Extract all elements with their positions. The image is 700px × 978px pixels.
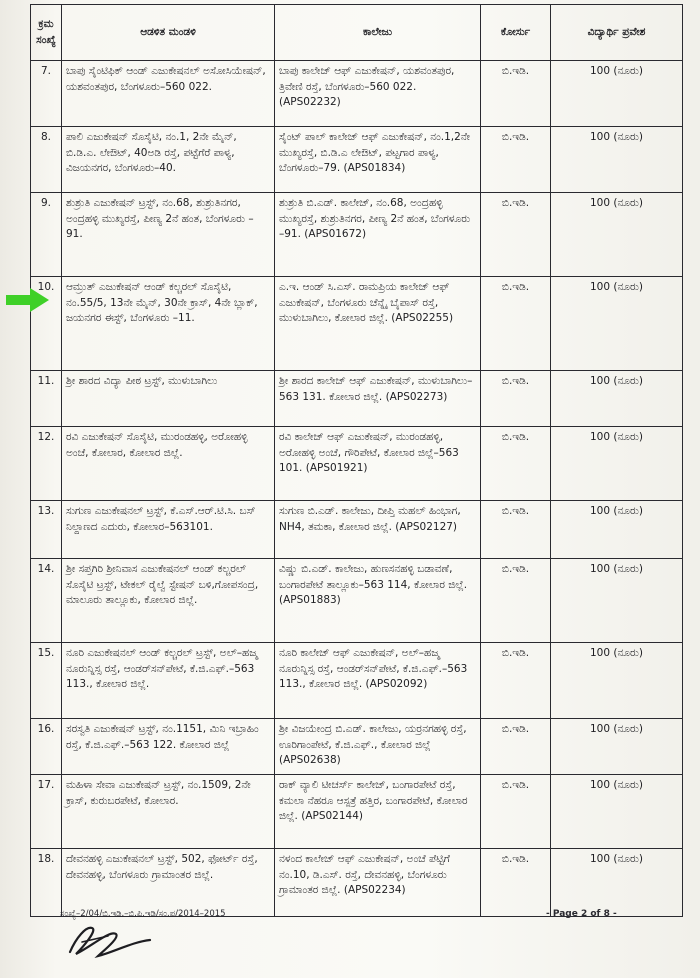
row-course: ಬಿ.ಇಡಿ. <box>481 775 551 849</box>
row-serial-no: 14. <box>31 559 62 643</box>
row-intake: 100 (ನೂರು) <box>551 61 683 127</box>
row-college-code: (APS02232) <box>279 96 341 108</box>
row-management: ಮಹಿಳಾ ಸೇವಾ ಎಜುಕೇಷನ್ ಟ್ರಸ್ಟ್, ನಂ.1509, 2ನೇ ಕ್ರಾಸ್, ಕುರುಬರಪೇಟೆ, ಕೋಲಾರ. <box>62 775 275 849</box>
table-body <box>31 61 683 917</box>
row-management: ನೂರಿ ಎಜುಕೇಷನಲ್ ಆಂಡ್ ಕಲ್ಚರಲ್ ಟ್ರಸ್ಟ್, ಅಲ್–ಹಜ್ಮ ನೂರುನ್ನಿಸ್ಸ ರಸ್ತೆ, ಆಂಡರ್‌ಸನ್‌ಪೇಟೆ, ಕೆ.ಜಿ.ಎಫ್.–563 113., ಕೋಲಾರ ಜಿಲ್ಲೆ. <box>62 643 275 719</box>
header-management: ಆಡಳಿತ ಮಂಡಳಿ <box>62 5 275 61</box>
row-college-name: ಎ.ಇ. ಆಂಡ್ ಸಿ.ಎಸ್. ರಾಮಪ್ರಿಯ ಕಾಲೇಜ್ ಆಫ್ ಎಜುಕೇಷನ್, ಬೆಂಗಳೂರು ಚೆನ್ನೈ ಬೈಪಾಸ್ ರಸ್ತೆ, ಮುಳುಬಾಗಿಲು, ಕೋಲಾರ ಜಿಲ್ಲೆ. <box>279 281 450 324</box>
row-college <box>275 193 481 277</box>
table-row <box>31 643 683 719</box>
row-college-name: ಶ್ರೀ ಶಾರದ ಕಾಲೇಜ್ ಆಫ್ ಎಜುಕೇಷನ್, ಮುಳುಬಾಗಿಲು–563 131. ಕೋಲಾರ ಜಿಲ್ಲೆ. <box>279 375 473 403</box>
row-college <box>275 127 481 193</box>
row-college-code: (APS01834) <box>343 162 406 174</box>
row-management: ಶುಶ್ರುತಿ ಎಜುಕೇಷನ್ ಟ್ರಸ್ಟ್, ನಂ.68, ಶುಶ್ರುತಿನಗರ, ಅಂದ್ರಹಳ್ಳಿ ಮುಖ್ಯರಸ್ತೆ, ಪೀಣ್ಯ 2ನೆ ಹಂತ, ಬೆಂಗಳೂರು –91. <box>62 193 275 277</box>
row-intake: 100 (ನೂರು) <box>551 775 683 849</box>
row-management: ಶ್ರೀ ಸಪ್ತಗಿರಿ ಶ್ರೀನಿವಾಸ ಎಜುಕೇಷನಲ್ ಆಂಡ್ ಕಲ್ಚರಲ್ ಸೊಸೈಟಿ ಟ್ರಸ್ಟ್, ಟೇಕಲ್ ರೈಲ್ವೆ ಸ್ಟೇಷನ್ ಬಳಿ,ಗೋಪಸಂದ್ರ, ಮಾಲೂರು ತಾಲ್ಲೂಕು, ಕೋಲಾರ ಜಿಲ್ಲೆ. <box>62 559 275 643</box>
row-management: ಶ್ರೀ ಶಾರದ ವಿದ್ಯಾ ಪೀಠ ಟ್ರಸ್ಟ್, ಮುಳುಬಾಗಿಲು <box>62 371 275 427</box>
signature-mark <box>62 912 162 964</box>
row-management: ಆಮ್ರುತ್ ಎಜುಕೇಷನ್ ಆಂಡ್ ಕಲ್ಚರಲ್ ಸೊಸೈಟಿ, ನಂ.55/5, 13ನೇ ಮೈನ್, 30ನೇ ಕ್ರಾಸ್, 4ನೇ ಬ್ಲಾಕ್, ಜಯನಗರ ಈಸ್ಟ್, ಬೆಂಗಳೂರು –11. <box>62 277 275 371</box>
row-intake: 100 (ನೂರು) <box>551 427 683 501</box>
row-serial-no: 18. <box>31 849 62 917</box>
row-intake: 100 (ನೂರು) <box>551 719 683 775</box>
table-header-row <box>31 5 683 61</box>
row-college-code: (APS01883) <box>279 594 341 606</box>
row-intake: 100 (ನೂರು) <box>551 501 683 559</box>
row-college-name: ವಿಷ್ಣು ಬಿ.ಎಡ್. ಕಾಲೇಜು, ಹುಣಸನಹಳ್ಳಿ ಬಡಾವಣೆ, ಬಂಗಾರಪೇಟೆ ತಾಲ್ಲೂಕು–563 114, ಕೋಲಾರ ಜಿಲ್ಲೆ. <box>279 563 468 591</box>
row-college-code: (APS02638) <box>279 754 341 766</box>
row-serial-no: 9. <box>31 193 62 277</box>
row-management: ಬಾಪು ಸೈಂಟಿಫಿಕ್ ಆಂಡ್ ಎಜುಕೇಷನಲ್ ಅಸೋಸಿಯೇಷನ್, ಯಶವಂತಪುರ, ಬೆಂಗಳೂರು–560 022. <box>62 61 275 127</box>
header-serial-no: ಕ್ರಮ ಸಂಖ್ಯೆ <box>31 5 62 61</box>
footer-reference: ಸಂಖ್ಯೆ–2/04/ಬಿ.ಇಡಿ.–ಬಿ.ಪಿ.ಇಡಿ/ಸಂ.ಪ/2014–2015 <box>60 909 226 919</box>
row-serial-no: 13. <box>31 501 62 559</box>
row-college-name: ಶುಶ್ರುತಿ ಬಿ.ಎಡ್. ಕಾಲೇಜ್, ನಂ.68, ಅಂದ್ರಹಳ್ಳಿ ಮುಖ್ಯರಸ್ತೆ, ಶುಶ್ರುತಿನಗರ, ಪೀಣ್ಯ 2ನೆ ಹಂತ, ಬೆಂಗಳೂರು –91. <box>279 197 471 240</box>
row-college <box>275 719 481 775</box>
row-college-name: ಶ್ರೀ ವಿಜಯೇಂದ್ರ ಬಿ.ಎಡ್. ಕಾಲೇಜು, ಯರ್ರನಗಹಳ್ಳಿ ರಸ್ತೆ, ಊರಿಗಾಂಪೇಟೆ, ಕೆ.ಜಿ.ಎಫ್., ಕೋಲಾರ ಜಿಲ್ಲೆ <box>279 723 467 751</box>
row-college <box>275 371 481 427</box>
header-college: ಕಾಲೇಜು <box>275 5 481 61</box>
row-college-code: (APS01921) <box>305 462 368 474</box>
row-college-name: ರವಿ ಕಾಲೇಜ್ ಆಫ್ ಎಜುಕೇಷನ್, ಮುರಂಡಹಳ್ಳಿ, ಅರೋಹಳ್ಳಿ ಅಂಚೆ, ಗೌರಿಪೇಟೆ, ಕೋಲಾರ ಜಿಲ್ಲೆ–563 101. <box>279 431 459 474</box>
row-college <box>275 61 481 127</box>
row-intake: 100 (ನೂರು) <box>551 643 683 719</box>
row-college <box>275 559 481 643</box>
table-row <box>31 371 683 427</box>
row-college <box>275 643 481 719</box>
row-intake: 100 (ನೂರು) <box>551 559 683 643</box>
row-college-code: (APS02144) <box>301 810 363 822</box>
row-college-name: ನಳಂದ ಕಾಲೇಜ್ ಆಫ್ ಎಜುಕೇಷನ್, ಅಂಚೆ ಪೆಟ್ಟಿಗೆ ನಂ.10, ಡಿ.ಎಸ್. ರಸ್ತೆ, ದೇವನಹಳ್ಳಿ, ಬೆಂಗಳೂರು ಗ್ರಾಮಾಂತರ ಜಿಲ್ಲೆ. <box>279 853 450 896</box>
row-management: ಸರಸ್ವತಿ ಎಜುಕೇಷನ್ ಟ್ರಸ್ಟ್, ನಂ.1151, ಮಿನಿ ಇಬ್ರಾಹಿಂ ರಸ್ತೆ, ಕೆ.ಜಿ.ಎಫ್.–563 122. ಕೋಲಾರ ಜಿಲ್ಲೆ <box>62 719 275 775</box>
row-management: ಪಾಲಿ ಎಜುಕೇಷನ್ ಸೊಸೈಟಿ, ನಂ.1, 2ನೇ ಮೈನ್, ಬಿ.ಡಿ.ಎ. ಲೇಔಟ್, 40ಅಡಿ ರಸ್ತೆ, ಪಟ್ಟೆಗೆರೆ ಪಾಳ್ಯ, ವಿಜಯನಗರ, ಬೆಂಗಳೂರು–40. <box>62 127 275 193</box>
row-college-code: (APS02092) <box>365 678 428 690</box>
row-course: ಬಿ.ಇಡಿ. <box>481 127 551 193</box>
row-college <box>275 501 481 559</box>
row-serial-no: 17. <box>31 775 62 849</box>
row-course: ಬಿ.ಇಡಿ. <box>481 371 551 427</box>
table-row <box>31 277 683 371</box>
row-serial-no: 15. <box>31 643 62 719</box>
row-college-code: (APS02127) <box>395 520 458 533</box>
footer-page-number: - Page 2 of 8 - <box>546 909 617 919</box>
row-course: ಬಿ.ಇಡಿ. <box>481 849 551 917</box>
row-college <box>275 849 481 917</box>
row-college <box>275 775 481 849</box>
table-row <box>31 719 683 775</box>
row-course: ಬಿ.ಇಡಿ. <box>481 427 551 501</box>
row-intake: 100 (ನೂರು) <box>551 277 683 371</box>
row-intake: 100 (ನೂರು) <box>551 193 683 277</box>
row-college-name: ಸುಗುಣ ಬಿ.ಎಡ್. ಕಾಲೇಜು, ದೀಪ್ತಿ ಮಹಲ್ ಹಿಂಭಾಗ, NH4, ತಮಕಾ, ಕೋಲಾರ ಜಿಲ್ಲೆ. <box>279 505 461 533</box>
row-management: ರವಿ ಎಜುಕೇಷನ್ ಸೊಸೈಟಿ, ಮುರಂಡಹಳ್ಳಿ, ಅರೋಹಳ್ಳಿ ಅಂಚೆ, ಕೋಲಾರ, ಕೋಲಾರ ಜಿಲ್ಲೆ. <box>62 427 275 501</box>
row-college-code: (APS02255) <box>391 312 454 324</box>
row-course: ಬಿ.ಇಡಿ. <box>481 193 551 277</box>
table-row <box>31 559 683 643</box>
row-intake: 100 (ನೂರು) <box>551 127 683 193</box>
row-serial-no: 8. <box>31 127 62 193</box>
table-row <box>31 427 683 501</box>
row-course: ಬಿ.ಇಡಿ. <box>481 559 551 643</box>
table-row <box>31 61 683 127</box>
row-serial-no: 12. <box>31 427 62 501</box>
header-intake: ವಿದ್ಯಾರ್ಥಿ ಪ್ರವೇಶ <box>551 5 683 61</box>
row-college-code: (APS02273) <box>385 390 448 403</box>
row-course: ಬಿ.ಇಡಿ. <box>481 501 551 559</box>
row-course: ಬಿ.ಇಡಿ. <box>481 61 551 127</box>
row-management: ಸುಗುಣ ಎಜುಕೇಷನಲ್ ಟ್ರಸ್ಟ್, ಕೆ.ಎಸ್.ಆರ್.ಟಿ.ಸಿ. ಬಸ್ ನಿಲ್ದಾಣದ ಎದುರು, ಕೋಲಾರ–563101. <box>62 501 275 559</box>
row-college <box>275 277 481 371</box>
table-row <box>31 775 683 849</box>
row-serial-no: 7. <box>31 61 62 127</box>
row-serial-no: 10. <box>31 277 62 371</box>
row-college-code: (APS02234) <box>343 884 406 896</box>
row-college-name: ಬಾಪು ಕಾಲೇಜ್ ಆಫ್ ಎಜುಕೇಷನ್, ಯಶವಂತಪುರ, ತ್ರಿವೇಣಿ ರಸ್ತೆ, ಬೆಂಗಳೂರು–560 022. <box>279 65 455 93</box>
row-college-name: ಸೈಂಟ್ ಪಾಲ್ ಕಾಲೇಜ್ ಆಫ್ ಎಜುಕೇಷನ್, ನಂ.1,2ನೇ ಮುಖ್ಯರಸ್ತೆ, ಬಿ.ಡಿ.ಎ ಲೇಔಟ್, ಪಟ್ಟಗಾರ ಪಾಳ್ಯ, ಬೆಂಗಳೂರು–79. <box>279 131 471 174</box>
table-row <box>31 849 683 917</box>
row-college-name: ರಾಕ್ ವ್ಯಾಲಿ ಟೀಚರ್ಸ್ ಕಾಲೇಜ್, ಬಂಗಾರಪೇಟೆ ರಸ್ತೆ, ಕಮಲಾ ನೆಹರೂ ಆಸ್ಪತ್ರೆ ಹತ್ತಿರ, ಬಂಗಾರಪೇಟೆ, ಕೋಲಾರ ಜಿಲ್ಲೆ. <box>279 779 468 822</box>
table-row <box>31 127 683 193</box>
row-course: ಬಿ.ಇಡಿ. <box>481 277 551 371</box>
row-course: ಬಿ.ಇಡಿ. <box>481 643 551 719</box>
college-table <box>30 4 683 917</box>
row-management: ದೇವನಹಳ್ಳಿ ಎಜುಕೇಷನಲ್ ಟ್ರಸ್ಟ್, 502, ಫೋರ್ಟ್ ರಸ್ತೆ, ದೇವನಹಳ್ಳಿ, ಬೆಂಗಳೂರು ಗ್ರಾಮಾಂತರ ಜಿಲ್ಲೆ. <box>62 849 275 917</box>
table-row <box>31 501 683 559</box>
row-college <box>275 427 481 501</box>
row-college-name: ನೂರಿ ಕಾಲೇಜ್ ಆಫ್ ಎಜುಕೇಷನ್, ಅಲ್–ಹಜ್ಮ ನೂರುನ್ನಿಸ್ಸ ರಸ್ತೆ, ಆಂಡರ್‌ಸನ್‌ಪೇಟೆ, ಕೆ.ಜಿ.ಎಫ್.–563 113., ಕೋಲಾರ ಜಿಲ್ಲೆ. <box>279 647 468 690</box>
header-course: ಕೋರ್ಸು <box>481 5 551 61</box>
row-intake: 100 (ನೂರು) <box>551 371 683 427</box>
green-arrow-icon <box>6 287 50 313</box>
row-intake: 100 (ನೂರು) <box>551 849 683 917</box>
row-course: ಬಿ.ಇಡಿ. <box>481 719 551 775</box>
table-row <box>31 193 683 277</box>
row-serial-no: 16. <box>31 719 62 775</box>
row-college-code: (APS01672) <box>304 228 367 240</box>
row-serial-no: 11. <box>31 371 62 427</box>
